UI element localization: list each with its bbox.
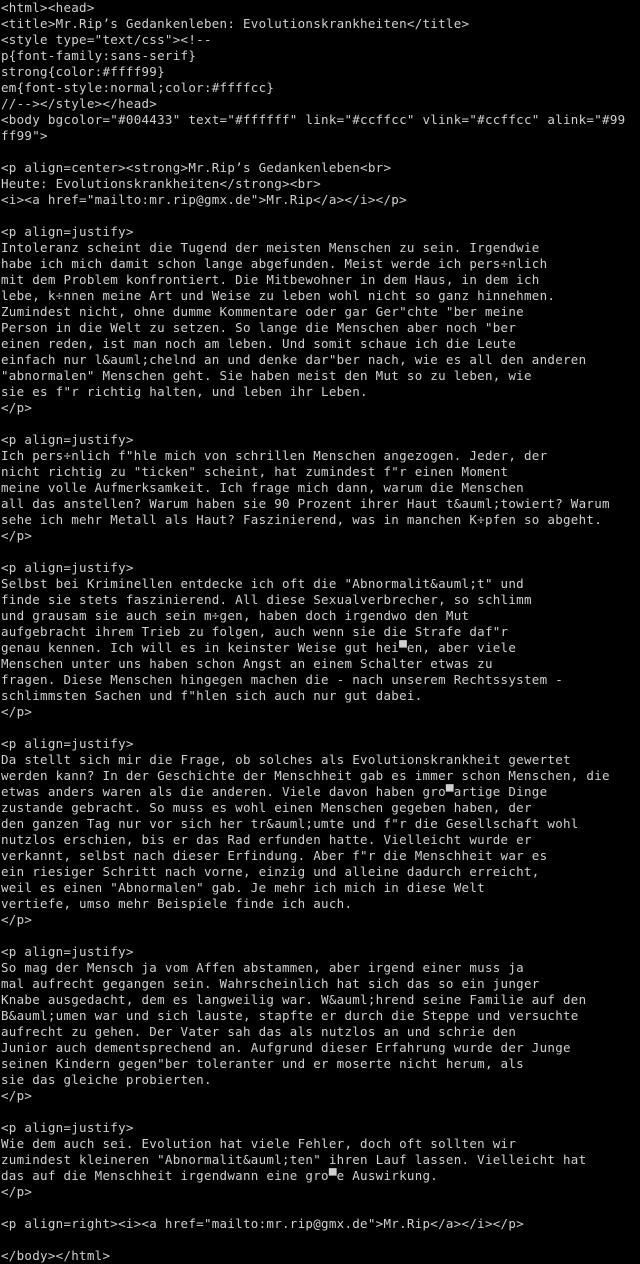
source-line: finde sie stets faszinierend. All diese Sexualverbrecher, so schlimm	[1, 592, 532, 607]
source-line	[1, 208, 640, 224]
source-line: <p align=justify>	[1, 560, 134, 575]
source-line	[1, 720, 640, 736]
source-line: Intoleranz scheint die Tugend der meisten Menschen zu sein. Irgendwie	[1, 240, 540, 255]
source-line: nutzlos erschien, bis er das Rad erfunden hatte. Vielleicht wurde er	[1, 832, 532, 847]
source-line: strong{color:#ffff99}	[1, 64, 165, 79]
source-line: mal aufrecht gegangen sein. Wahrscheinlich hat sich das so ein junger	[1, 976, 540, 991]
source-line: Zumindest nicht, ohne dumme Kommentare oder gar Ger"chte "ber meine	[1, 304, 524, 319]
source-line: nicht richtig zu "ticken" scheint, hat zumindest f"r einen Moment	[1, 464, 509, 479]
source-line	[1, 1200, 640, 1216]
source-line: verkannt, selbst nach dieser Erfindung. Aber f"r die Menschheit war es	[1, 848, 548, 863]
source-line: sehe ich mehr Metall als Haut? Faszinierend, was in manchen K÷pfen so abgeht.	[1, 512, 603, 527]
source-line: sie das gleiche probierten.	[1, 1072, 212, 1087]
source-line: </p>	[1, 1184, 33, 1199]
source-line: aufgebracht ihrem Trieb zu folgen, auch wenn sie die Strafe daf"r	[1, 624, 509, 639]
source-line: und grausam sie auch sein m÷gen, haben doch irgendwo den Mut	[1, 608, 470, 623]
source-line: zustande gebracht. So muss es wohl einen Menschen gegeben haben, der	[1, 800, 532, 815]
source-line: zumindest kleineren "Abnormalit&auml;ten" ihren Lauf lassen. Vielleicht hat	[1, 1152, 587, 1167]
source-line: p{font-family:sans-serif}	[1, 48, 197, 63]
source-line: <p align=justify>	[1, 224, 134, 239]
source-line	[1, 416, 640, 432]
source-line	[1, 1232, 640, 1248]
source-line: </p>	[1, 1088, 33, 1103]
source-line: <p align=justify>	[1, 736, 134, 751]
source-line: <i><a href="mailto:mr.rip@gmx.de">Mr.Rip</a></i></p>	[1, 192, 407, 207]
source-line: <p align=center><strong>Mr.Rip’s Gedankenleben<br>	[1, 160, 392, 175]
source-line: lebe, k÷nnen meine Art und Weise zu leben wohl nicht so ganz hinnehmen.	[1, 288, 556, 303]
source-line: <style type="text/css"><!--	[1, 32, 212, 47]
source-line: Heute: Evolutionskrankheiten</strong><br>	[1, 176, 322, 191]
source-line: <body bgcolor="#004433" text="#ffffff" link="#ccffcc" vlink="#ccffcc" alink="#99	[1, 112, 626, 127]
source-line	[1, 1104, 640, 1120]
source-line	[1, 928, 640, 944]
source-line: vertiefe, umso mehr Beispiele finde ich auch.	[1, 896, 353, 911]
source-line: ein riesiger Schritt nach vorne, einzig und alleine dadurch erreicht,	[1, 864, 540, 879]
source-line	[1, 144, 640, 160]
source-line: Junior auch dementsprechend an. Aufgrund dieser Erfahrung wurde der Junge	[1, 1040, 571, 1055]
source-line: meine volle Aufmerksamkeit. Ich frage mich dann, warum die Menschen	[1, 480, 524, 495]
source-line: habe ich mich damit schon lange abgefunden. Meist werde ich pers÷nlich	[1, 256, 548, 271]
source-line: etwas anders waren als die anderen. Viele davon haben gro▀artige Dinge	[1, 784, 548, 799]
source-line: B&auml;umen war und sich lauste, stapfte er durch die Steppe und versuchte	[1, 1008, 579, 1023]
source-line: So mag der Mensch ja vom Affen abstammen, aber irgend einer muss ja	[1, 960, 524, 975]
source-line: </body></html>	[1, 1248, 111, 1263]
source-line: <p align=justify>	[1, 432, 134, 447]
source-line: Wie dem auch sei. Evolution hat viele Fehler, doch oft sollten wir	[1, 1136, 517, 1151]
source-line: sie es f"r richtig halten, und leben ihr Leben.	[1, 384, 368, 399]
source-line: Da stellt sich mir die Frage, ob solches als Evolutionskrankheit gewertet	[1, 752, 571, 767]
source-line: aufrecht zu gehen. Der Vater sah das als nutzlos an und schrie den	[1, 1024, 517, 1039]
source-line: mit dem Problem konfrontiert. Die Mitbewohner in dem Haus, in dem ich	[1, 272, 540, 287]
source-line: Ich pers÷nlich f"hle mich von schrillen Menschen angezogen. Jeder, der	[1, 448, 548, 463]
source-line: genau kennen. Ich will es in keinster Weise gut hei▀en, aber viele	[1, 640, 517, 655]
source-line: <title>Mr.Rip’s Gedankenleben: Evolutionskrankheiten</title>	[1, 16, 470, 31]
source-line: Selbst bei Kriminellen entdecke ich oft die "Abnormalit&auml;t" und	[1, 576, 524, 591]
source-line: all das anstellen? Warum haben sie 90 Prozent ihrer Haut t&auml;towiert? Warum	[1, 496, 610, 511]
source-line: </p>	[1, 528, 33, 543]
source-line: werden kann? In der Geschichte der Menschheit gab es immer schon Menschen, die	[1, 768, 610, 783]
source-line	[1, 544, 640, 560]
source-line: Menschen unter uns haben schon Angst an einem Schalter etwas zu	[1, 656, 493, 671]
source-line: </p>	[1, 704, 33, 719]
source-line: den ganzen Tag nur vor sich her tr&auml;umte und f"r die Gesellschaft wohl	[1, 816, 579, 831]
source-line: </p>	[1, 400, 33, 415]
source-line: em{font-style:normal;color:#ffffcc}	[1, 80, 275, 95]
source-line: seinen Kindern gegen"ber toleranter und er moserte nicht herum, als	[1, 1056, 524, 1071]
source-line: einen reden, ist man noch am leben. Und somit schaue ich die Leute	[1, 336, 517, 351]
source-line: <html><head>	[1, 0, 95, 15]
source-line: einfach nur l&auml;chelnd an und denke dar"ber nach, wie es all den anderen	[1, 352, 587, 367]
source-line: <p align=justify>	[1, 1120, 134, 1135]
source-line: "abnormalen" Menschen geht. Sie haben meist den Mut so zu leben, wie	[1, 368, 532, 383]
source-line: </p>	[1, 912, 33, 927]
source-line: das auf die Menschheit irgendwann eine gro▀e Auswirkung.	[1, 1168, 439, 1183]
source-line: Person in die Welt zu setzen. So lange die Menschen aber noch "ber	[1, 320, 517, 335]
source-line: ff99">	[1, 128, 48, 143]
source-line: <p align=justify>	[1, 944, 134, 959]
source-line: schlimmsten Sachen und f"hlen sich auch nur gut dabei.	[1, 688, 423, 703]
source-line: weil es einen "Abnormalen" gab. Je mehr ich mich in diese Welt	[1, 880, 485, 895]
source-line: Knabe ausgedacht, dem es langweilig war. W&auml;hrend seine Familie auf den	[1, 992, 587, 1007]
source-line: fragen. Diese Menschen hingegen machen die - nach unserem Rechtssystem -	[1, 672, 564, 687]
source-line: //--></style></head>	[1, 96, 158, 111]
source-line: <p align=right><i><a href="mailto:mr.rip@gmx.de">Mr.Rip</a></i></p>	[1, 1216, 524, 1231]
